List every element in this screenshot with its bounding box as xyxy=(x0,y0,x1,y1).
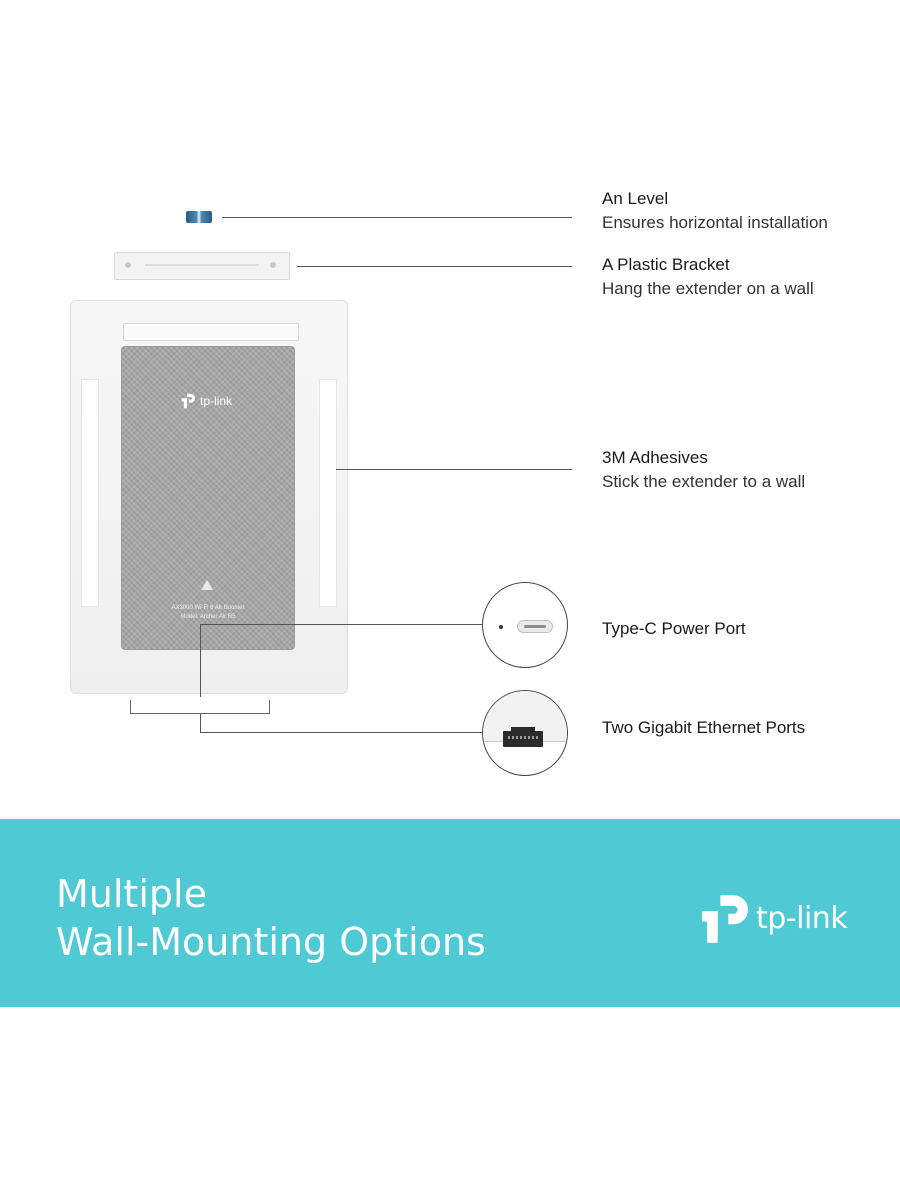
usb-c-port-icon xyxy=(517,620,553,633)
level-accessory xyxy=(186,211,212,223)
device-brand-text: tp-link xyxy=(200,394,233,408)
bracket-callout-subtitle: Hang the extender on a wall xyxy=(602,279,814,298)
extender-device xyxy=(121,346,295,650)
level-callout-subtitle: Ensures horizontal installation xyxy=(602,213,828,232)
banner-logo-text: tp-link xyxy=(756,901,848,936)
tp-link-logo-icon xyxy=(177,392,197,410)
typec-port-zoom xyxy=(482,582,568,668)
adhesive-strip-right xyxy=(319,379,337,607)
bracket-callout-title: A Plastic Bracket xyxy=(602,255,730,274)
adhesive-strip-left xyxy=(81,379,99,607)
adhesives-callout-line xyxy=(336,469,572,470)
typec-callout-title: Type-C Power Port xyxy=(602,619,746,638)
adhesives-callout-title: 3M Adhesives xyxy=(602,448,708,467)
ethernet-leader-vertical xyxy=(200,714,201,733)
ethernet-callout-title: Two Gigabit Ethernet Ports xyxy=(602,718,806,737)
level-callout-title: An Level xyxy=(602,189,669,208)
typec-callout xyxy=(602,617,746,641)
device-label-line1: AX3000 Wi-Fi 6 Air Booster xyxy=(171,605,245,611)
warning-triangle-icon xyxy=(201,580,213,590)
ethernet-bracket xyxy=(130,700,270,714)
tp-link-logo-icon xyxy=(694,890,752,948)
banner-headline-line1: Multiple xyxy=(56,872,207,916)
plastic-bracket xyxy=(114,252,290,280)
typec-leader-vertical xyxy=(200,624,201,697)
ethernet-leader-horizontal xyxy=(200,732,482,733)
adhesives-callout xyxy=(602,446,805,494)
device-brand xyxy=(177,392,232,410)
ethernet-callout xyxy=(602,716,805,740)
ethernet-port-icon xyxy=(503,731,543,747)
banner-headline xyxy=(56,870,486,966)
level-callout xyxy=(602,187,828,235)
banner-headline-line2: Wall-Mounting Options xyxy=(56,920,486,964)
level-callout-line xyxy=(222,217,572,218)
ethernet-port-zoom xyxy=(482,690,568,776)
bracket-callout xyxy=(602,253,814,301)
bracket-callout-line xyxy=(297,266,572,267)
typec-leader-horizontal xyxy=(200,624,482,625)
device-label-line2: Model: Archer Air R5 xyxy=(180,614,236,620)
frame-top-slot xyxy=(123,323,299,341)
adhesives-callout-subtitle: Stick the extender to a wall xyxy=(602,472,806,491)
